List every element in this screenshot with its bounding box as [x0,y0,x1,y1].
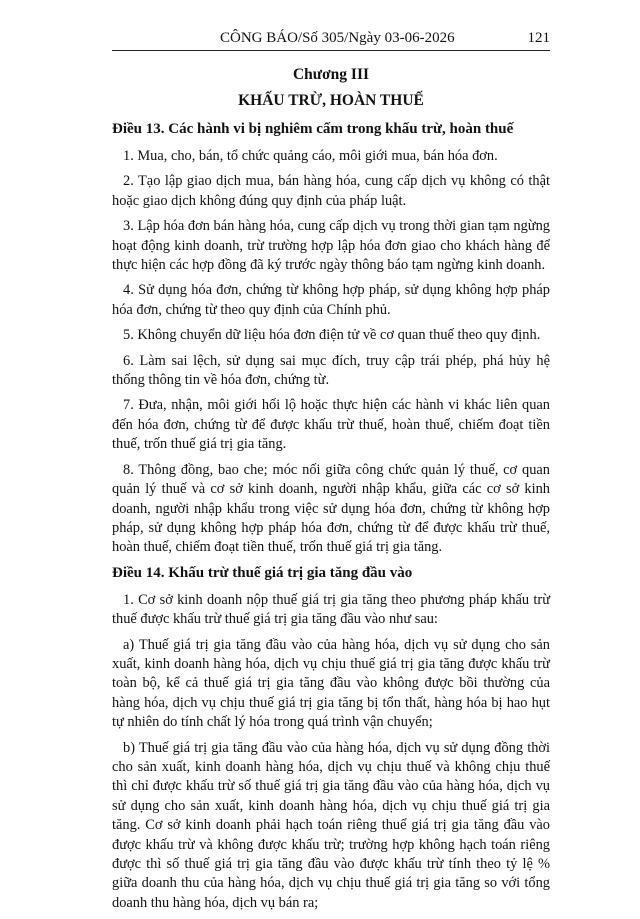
article-14-title: Điều 14. Khấu trừ thuế giá trị gia tăng đầu vào [112,564,413,581]
page-number: 121 [527,30,550,46]
chapter-label: Chương III [292,66,370,83]
page-header [112,28,550,51]
article-13-clause-8: 8. Thông đồng, bao che; móc nối giữa công chức quản lý thuế, cơ quan quản lý thuế và cơ sở kinh doanh, người nhập khẩu, giữa các cơ sở kinh doanh, người nhập khẩu trong việc sử dụng hóa đơn, chứng từ không hợp pháp, sử dụng không hợp pháp hóa đơn, chứng từ để được khấu trừ thuế, hoàn thuế, chiếm đoạt tiền thuế, trốn thuế giá trị gia tăng. [112,461,550,556]
gazette-header-title: CÔNG BÁO/Số 305/Ngày 03-06-2026 [220,30,455,46]
article-13-clause-3: 3. Lập hóa đơn bán hàng hóa, cung cấp dịch vụ trong thời gian tạm ngừng hoạt động kinh doanh, trừ trường hợp lập hóa đơn giao cho khách hàng để thực hiện các hợp đồng đã ký trước ngày thông báo tạm ngừng kinh doanh. [112,218,550,274]
chapter-title: KHẤU TRỪ, HOÀN THUẾ [238,92,424,109]
article-13-clause-2: 2. Tạo lập giao dịch mua, bán hàng hóa, cung cấp dịch vụ không có thật hoặc giao dịch không đúng quy định của pháp luật. [112,173,550,209]
document-body [112,66,550,919]
article-13-clause-6: 6. Làm sai lệch, sử dụng sai mục đích, truy cập trái phép, phá hủy hệ thống thông tin về hóa đơn, chứng từ. [112,352,550,389]
article-14-clause-1: 1. Cơ sở kinh doanh nộp thuế giá trị gia tăng theo phương pháp khấu trừ thuế được khấu trừ thuế giá trị gia tăng đầu vào như sau: [112,591,550,628]
article-14-point-a: a) Thuế giá trị gia tăng đầu vào của hàng hóa, dịch vụ sử dụng cho sản xuất, kinh doanh hàng hóa, dịch vụ chịu thuế giá trị gia tăng được khấu trừ toàn bộ, kể cả thuế giá trị gia tăng đầu vào không được bồi thường của hàng hóa, dịch vụ chịu thuế giá trị gia tăng bị tổn thất, hàng hóa bị hao hụt tự nhiên do tính chất lý hóa trong quá trình vận chuyển; [112,636,550,731]
article-13-clause-1: 1. Mua, cho, bán, tổ chức quảng cáo, môi giới mua, bán hóa đơn. [123,148,498,164]
article-13-title: Điều 13. Các hành vi bị nghiêm cấm trong khấu trừ, hoàn thuế [112,121,514,137]
article-13-clause-4: 4. Sử dụng hóa đơn, chứng từ không hợp pháp, sử dụng không hợp pháp hóa đơn, chứng từ theo quy định của Chính phủ. [112,282,550,318]
article-14-point-b: b) Thuế giá trị gia tăng đầu vào của hàng hóa, dịch vụ sử dụng đồng thời cho sản xuất, kinh doanh hàng hóa, dịch vụ chịu thuế và không chịu thuế thì chỉ được khấu trừ số thuế giá trị gia tăng đầu vào của hàng hóa, dịch vụ sử dụng cho sản xuất, kinh doanh hàng hóa, dịch vụ chịu thuế giá trị gia tăng. Cơ sở kinh doanh phải hạch toán riêng thuế giá trị gia tăng đầu vào được khấu trừ và không được khấu trừ; trường hợp không hạch toán riêng được thì số thuế giá trị gia tăng đầu vào được khấu trừ tính theo tỷ lệ % giữa doanh thu của hàng hóa, dịch vụ chịu thuế giá trị gia tăng so với tổng doanh thu hàng hóa, dịch vụ bán ra; [112,739,550,911]
article-13-clause-5: 5. Không chuyển dữ liệu hóa đơn điện tử về cơ quan thuế theo quy định. [123,327,541,344]
article-13-clause-7: 7. Đưa, nhận, môi giới hối lộ hoặc thực hiện các hành vi khác liên quan đến hóa đơn, chứng từ để được khấu trừ thuế, hoàn thuế, chiếm đoạt tiền thuế, trốn thuế giá trị gia tăng. [112,397,550,453]
